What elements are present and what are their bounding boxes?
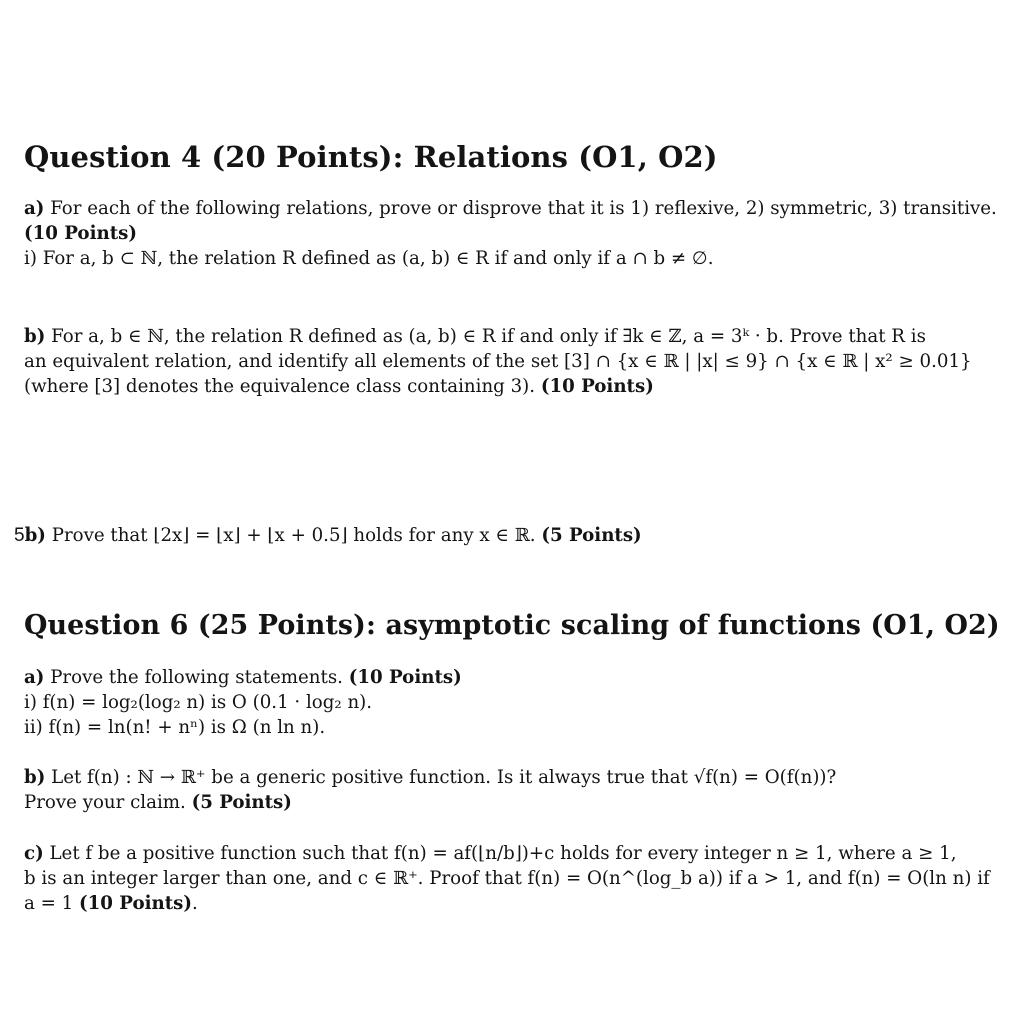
q6a-item-ii: ii) f(n) = ln(n! + nⁿ) is Ω (n ln n). <box>24 717 326 738</box>
q4a-points: (10 Points) <box>24 223 137 244</box>
q6a-text: a) Prove the following statements. (10 Points) <box>24 667 462 688</box>
q5b-text: 5b) Prove that ⌊2x⌋ = ⌊x⌋ + ⌊x + 0.5⌋ holds for any x ∈ ℝ. (5 Points) <box>14 525 642 546</box>
q6c-line-2: b is an integer larger than one, and c ∈ ℝ⁺. Proof that f(n) = O(n^(log_b a)) if a > 1, and f(n) = O(ln n) if <box>24 868 990 889</box>
q6c-line-1: c) Let f be a positive function such that f(n) = af(⌊n/b⌋)+c holds for every integer n ≥ 1, where a ≥ 1, <box>24 843 957 864</box>
q6b-line-2: Prove your claim. (5 Points) <box>24 792 292 813</box>
q4b-line-3: (where [3] denotes the equivalence class containing 3). (10 Points) <box>24 376 654 397</box>
q6c-line-3: a = 1 (10 Points). <box>24 893 198 914</box>
q4a-item-i: i) For a, b ⊂ ℕ, the relation R defined as (a, b) ∈ R if and only if a ∩ b ≠ ∅. <box>24 248 714 269</box>
q4a-text: a) For each of the following relations, prove or disprove that it is 1) reflexive, 2) symmetric, 3) transitive. <box>24 198 997 219</box>
q6a-item-i: i) f(n) = log₂(log₂ n) is O (0.1 · log₂ n). <box>24 692 373 713</box>
q4b-line-2: an equivalent relation, and identify all elements of the set [3] ∩ {x ∈ ℝ | |x| ≤ 9} ∩ {x ∈ ℝ | x² ≥ 0.01} <box>24 351 972 372</box>
question-6-heading: Question 6 (25 Points): asymptotic scaling of functions (O1, O2) <box>24 610 1000 641</box>
q6b-line-1: b) Let f(n) : ℕ → ℝ⁺ be a generic positive function. Is it always true that √f(n) = O(f(n))? <box>24 767 837 788</box>
question-4-heading: Question 4 (20 Points): Relations (O1, O2) <box>24 140 718 174</box>
q4b-line-1: b) For a, b ∈ ℕ, the relation R defined as (a, b) ∈ R if and only if ∃k ∈ ℤ, a = 3ᵏ · b. Prove that R is <box>24 326 926 347</box>
